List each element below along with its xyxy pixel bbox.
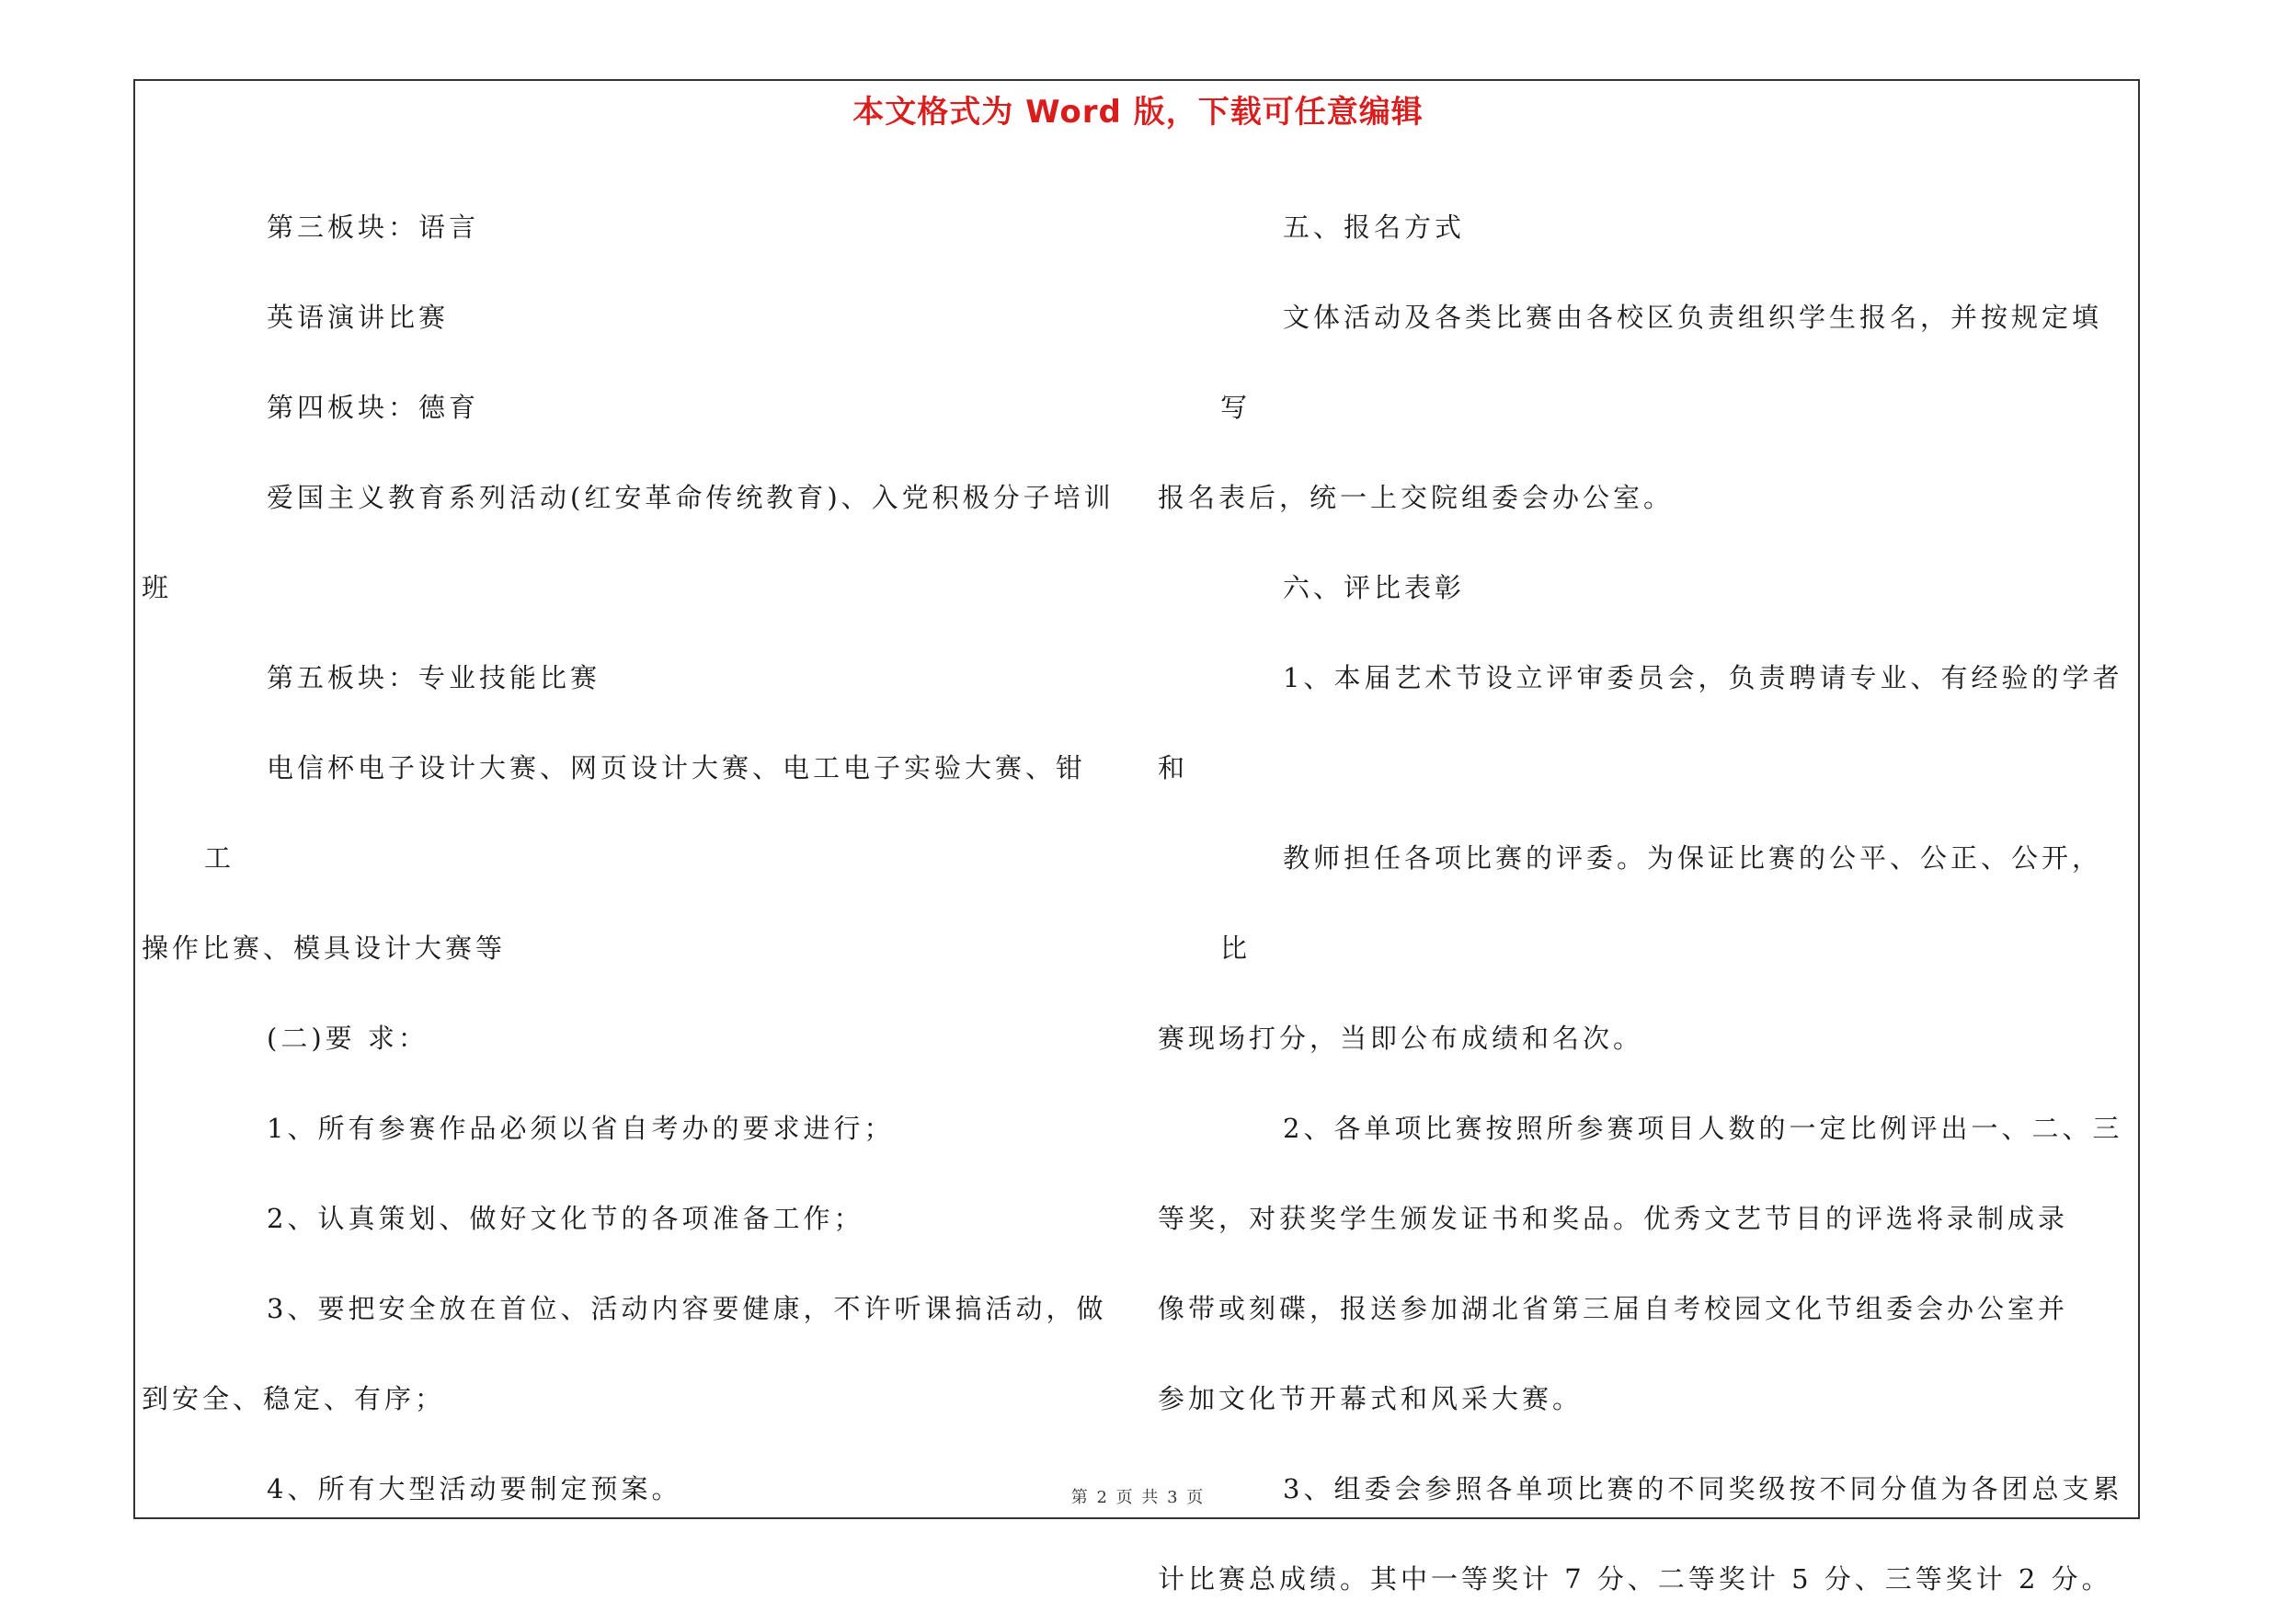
paragraph-line: 第三板块：语言 bbox=[267, 212, 480, 243]
paragraph bbox=[1158, 272, 2131, 543]
left-column bbox=[142, 182, 1115, 1534]
paragraph-line: 像带或刻碟，报送参加湖北省第三届自考校园文化节组委会办公室并 bbox=[1158, 1293, 2069, 1324]
paragraph-line: 2、认真策划、做好文化节的各项准备工作； bbox=[267, 1203, 864, 1234]
paragraph bbox=[1158, 633, 2131, 813]
paragraph-line: 五、报名方式 bbox=[1283, 212, 1466, 243]
paragraph-line: 赛现场打分，当即公布成绩和名次。 bbox=[1158, 1023, 1644, 1054]
word-format-banner: 本文格式为 Word 版，下载可任意编辑 bbox=[852, 94, 1424, 131]
paragraph-line: 2、各单项比赛按照所参赛项目人数的一定比例评出一、二、三 bbox=[1283, 1113, 2123, 1144]
paragraph bbox=[1220, 182, 2131, 272]
paragraph-line: 参加文化节开幕式和风采大赛。 bbox=[1158, 1383, 1584, 1414]
paragraph-line: 和 bbox=[1158, 752, 1189, 783]
paragraph-line: 4、所有大型活动要制定预案。 bbox=[267, 1473, 682, 1504]
paragraph-line: 报名表后，统一上交院组委会办公室。 bbox=[1158, 482, 1675, 513]
paragraph bbox=[1158, 1444, 2131, 1624]
paragraph bbox=[204, 1083, 1115, 1173]
paragraph bbox=[142, 1264, 1115, 1444]
paragraph-line: 班 bbox=[142, 572, 173, 603]
paragraph-line: 3、组委会参照各单项比赛的不同奖级按不同分值为各团总支累 bbox=[1283, 1473, 2123, 1504]
paragraph-line: 1、本届艺术节设立评审委员会，负责聘请专业、有经验的学者 bbox=[1283, 662, 2123, 693]
paragraph-line: 爱国主义教育系列活动(红安革命传统教育)、入党积极分子培训 bbox=[267, 482, 1115, 513]
paragraph-line: 等奖，对获奖学生颁发证书和奖品。优秀文艺节目的评选将录制成录 bbox=[1158, 1203, 2069, 1234]
paragraph bbox=[1220, 543, 2131, 633]
paragraph-line: 六、评比表彰 bbox=[1283, 572, 1466, 603]
paragraph bbox=[204, 272, 1115, 362]
paragraph-line: 计比赛总成绩。其中一等奖计 7 分、二等奖计 5 分、三等奖计 2 分。 bbox=[1158, 1563, 2112, 1595]
paragraph-line: 3、要把安全放在首位、活动内容要健康，不许听课搞活动，做 bbox=[267, 1293, 1107, 1324]
paragraph-line: 电信杯电子设计大赛、网页设计大赛、电工电子实验大赛、钳工 bbox=[204, 752, 1087, 874]
paragraph bbox=[204, 633, 1115, 723]
paragraph-line: 文体活动及各类比赛由各校区负责组织学生报名，并按规定填写 bbox=[1220, 302, 2103, 423]
page-number-footer: 第 2 页 共 3 页 bbox=[1070, 1488, 1206, 1507]
paragraph-line: (二)要 求： bbox=[267, 1023, 429, 1054]
paragraph bbox=[204, 182, 1115, 272]
paragraph-line: 第五板块：专业技能比赛 bbox=[267, 662, 601, 693]
paragraph-line: 第四板块：德育 bbox=[267, 392, 480, 423]
paragraph bbox=[204, 1173, 1115, 1264]
paragraph-line: 1、所有参赛作品必须以省自考办的要求进行； bbox=[267, 1113, 895, 1144]
right-column bbox=[1158, 182, 2131, 1624]
paragraph-line: 教师担任各项比赛的评委。为保证比赛的公平、公正、公开，比 bbox=[1220, 842, 2103, 964]
paragraph bbox=[1158, 1083, 2131, 1444]
paragraph bbox=[1158, 813, 2131, 1083]
paragraph-line: 英语演讲比赛 bbox=[267, 302, 450, 333]
paragraph-line: 操作比赛、模具设计大赛等 bbox=[142, 932, 507, 964]
paragraph-line: 到安全、稳定、有序； bbox=[142, 1383, 446, 1414]
paragraph bbox=[204, 993, 1115, 1083]
paragraph bbox=[142, 452, 1115, 633]
paragraph bbox=[142, 723, 1115, 993]
paragraph bbox=[204, 362, 1115, 452]
